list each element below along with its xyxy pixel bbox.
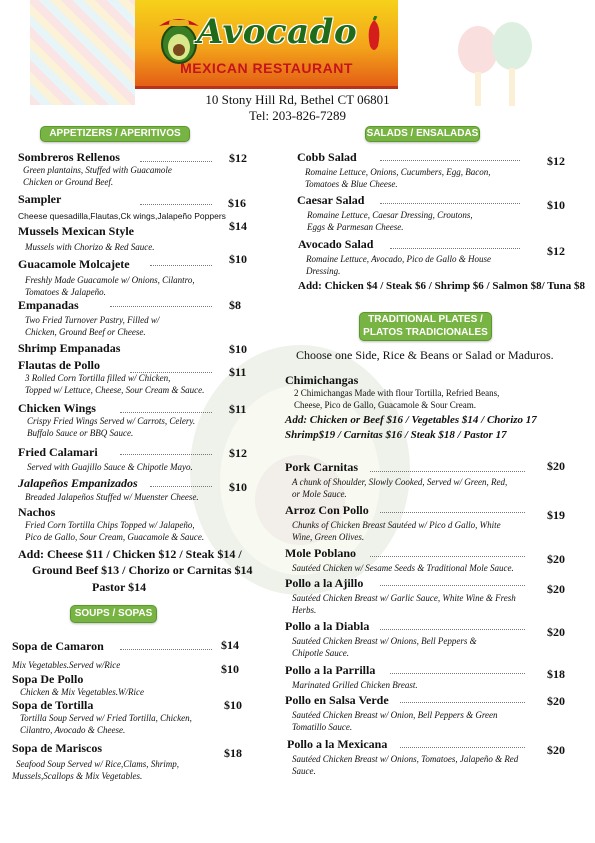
item-desc: Chicken, Ground Beef or Cheese. [25,327,146,337]
restaurant-logo-banner [135,0,398,89]
item-desc: Tomatillo Sauce. [292,722,353,732]
item-price: $16 [228,196,246,210]
item-desc: Wine, Green Olives. [292,532,365,542]
item-price: $12 [547,154,565,168]
item-desc: Sautéed Chicken Breast w/ Onion, Bell Peppers & Green [292,710,498,720]
nachos-addon-line: Ground Beef $13 / Chorizo or Carnitas $14 [32,563,253,577]
menu-item [18,192,226,222]
nachos-addon-text: Add: Cheese $11 / Chicken $12 / Steak $14 / [18,547,242,561]
chili-pepper-icon [362,16,386,54]
item-desc: Chicken & Mix Vegetables.W/Rice [20,687,144,697]
item-desc: Mussels,Scallops & Mix Vegetables. [12,771,143,781]
item-price: $20 [547,552,565,566]
item-desc: A chunk of Shoulder, Slowly Cooked, Served w/ Green, Red, [292,477,508,487]
menu-item [285,663,418,691]
item-price: $11 [229,365,247,379]
item-desc: Romaine Lettuce, Onions, Cucumbers, Egg, Bacon, [305,167,491,177]
item-desc: Tomatoes & Jalapeño. [25,287,106,297]
restaurant-phone: Tel: 203-826-7289 [249,108,346,123]
menu-item [18,358,204,396]
leader-dots [120,412,212,413]
item-name: Chimichangas [285,373,359,387]
item-name: Pork Carnitas [285,460,358,474]
logo-subtitle: MEXICAN RESTAURANT [180,60,353,76]
section-header-soups: SOUPS / SOPAS [70,605,157,623]
menu-item [12,672,144,698]
item-desc: 2 Chimichangas Made with flour Tortilla, Refried Beans, [294,388,500,398]
item-desc: Cilantro, Avocado & Cheese. [20,725,126,735]
item-desc: Cheese quesadilla,Flautas,Ck wings,Jalapeño Poppers [18,211,226,221]
menu-item [18,224,155,253]
item-price: $12 [229,151,247,165]
item-price: $10 [229,480,247,494]
item-desc: Chunks of Chicken Breast Sautéed w/ Pico d Gallo, White [292,520,501,530]
leader-dots [120,649,212,650]
item-desc: Chicken or Ground Beef. [23,177,114,187]
item-desc: Sautéed Chicken Breast w/ Garlic Sauce, White Wine & Fresh [292,593,516,603]
item-price: $12 [229,446,247,460]
menu-item [298,237,491,277]
menu-item [297,150,490,190]
item-desc: Topped w/ Lettuce, Cheese, Sour Cream & Sauce. [25,385,205,395]
leader-dots [390,673,525,674]
chimichangas-addon: Shrimp$19 / Carnitas $16 / Steak $18 / Pastor 17 [285,429,507,441]
item-desc: Fried Corn Tortilla Chips Topped w/ Jalapeño, [25,520,195,530]
item-price: $20 [547,582,565,596]
item-desc: Eggs & Parmesan Cheese. [307,222,404,232]
leader-dots [110,306,212,307]
item-price: $11 [229,402,247,416]
leader-dots [370,471,525,472]
item-name: Pollo en Salsa Verde [285,693,389,707]
item-desc: Cheese, Pico de Gallo, Guacamole & Sour Cream. [294,400,476,410]
item-desc: Tortilla Soup Served w/ Fried Tortilla, Chicken, [20,713,192,723]
menu-item [287,737,518,777]
section-header-traditional [359,312,492,341]
leader-dots [120,454,212,455]
item-price: $8 [229,298,241,312]
item-price: $10 [229,252,247,266]
item-name: Flautas de Pollo [18,358,101,372]
leader-dots [400,747,525,748]
item-desc: Mussels with Chorizo & Red Sauce. [25,242,155,252]
item-name: Sopa de Tortilla [12,698,94,712]
item-price: $14 [221,638,239,652]
item-desc: Tomatoes & Blue Cheese. [305,179,398,189]
item-price: $10 [224,698,242,712]
item-name: Caesar Salad [297,193,365,207]
item-name: Mussels Mexican Style [18,224,134,238]
menu-item [285,619,477,659]
leader-dots [380,203,520,204]
item-desc: Romaine Lettuce, Caesar Dressing, Croutons, [307,210,473,220]
leader-dots [130,372,212,373]
leader-dots [380,629,525,630]
item-desc: Sautéed Chicken Breast w/ Onions, Bell Peppers & [292,636,477,646]
section-header-appetizers: APPETIZERS / APERITIVOS [40,126,190,142]
nachos-addon-line: Pastor $14 [92,580,147,594]
salad-addon: Add: Chicken $4 / Steak $6 / Shrimp $6 / Salmon $8/ Tuna $8 [298,280,585,292]
item-name: Pollo a la Diabla [285,619,370,633]
item-name: Sombreros Rellenos [18,150,120,164]
leader-dots [370,556,525,557]
menu-item [12,741,179,782]
item-desc: Romaine Lettuce, Avocado, Pico de Gallo & House [306,254,492,264]
section-header-traditional-line2: PLATOS TRADICIONALES [363,326,488,338]
leader-dots [400,702,525,703]
item-price: $12 [547,244,565,258]
item-name: Guacamole Molcajete [18,257,130,271]
item-desc: Mix Vegetables.Served w/Rice [12,660,121,670]
item-name: Fried Calamari [18,445,98,459]
menu-item [285,546,514,574]
item-price: $14 [229,219,247,233]
menu-item [285,503,501,543]
item-desc: Green plantains, Stuffed with Guacamole [23,165,172,175]
item-desc: Dressing. [306,266,341,276]
menu-item [18,445,193,473]
item-name: Sopa de Mariscos [12,741,102,755]
menu-item [18,150,172,188]
item-desc: Chipotle Sauce. [292,648,349,658]
item-desc: Freshly Made Guacamole w/ Onions, Cilantro, [25,275,195,285]
menu-item [18,257,195,298]
item-desc: Crispy Fried Wings Served w/ Carrots, Celery. [27,416,196,426]
menu-item [297,193,473,233]
item-desc: or Mole Sauce. [292,489,347,499]
item-price: $20 [547,743,565,757]
item-price: $19 [547,508,565,522]
item-name: Mole Poblano [285,546,356,560]
restaurant-address: 10 Stony Hill Rd, Bethel CT 06801 [205,92,390,107]
logo-text: Avocado [197,12,358,52]
leader-dots [380,160,520,161]
item-desc: Served with Guajillo Sauce & Chipotle Mayo. [27,462,193,472]
item-desc: Pico de Gallo, Sour Cream, Guacamole & Sauce. [25,532,205,542]
item-name: Jalapeños Empanizados [18,476,138,490]
item-name: Pollo a la Ajillo [285,576,364,590]
item-name: Cobb Salad [297,150,357,164]
item-desc: Seafood Soup Served w/ Rice,Clams, Shrimp, [16,759,179,769]
item-name: Sopa De Pollo [12,672,84,686]
leader-dots [150,265,212,266]
item-price: $18 [224,746,242,760]
item-desc: Sautéed Chicken Breast w/ Onions, Tomatoes, Jalapeño & Red [292,754,519,764]
menu-item [18,476,199,503]
item-name: Arroz Con Pollo [285,503,369,517]
item-name: Pollo a la Parrilla [285,663,376,677]
menu-item [18,341,120,355]
item-desc: Buffalo Sauce or BBQ Sauce. [27,428,134,438]
avocado-mascot-icon [157,14,201,64]
chimichangas-addon: Add: Chicken or Beef $16 / Vegetables $14 / Chorizo 17 [285,414,537,426]
section-header-salads: SALADS / ENSALADAS [365,126,480,142]
leader-dots [140,161,212,162]
menu-item [18,298,159,338]
item-name: Nachos [18,505,56,519]
menu-item [285,693,498,733]
menu-item [12,698,192,736]
item-price: $10 [221,662,239,676]
menu-item [18,505,204,543]
item-price: $20 [547,459,565,473]
item-name: Chicken Wings [18,401,96,415]
leader-dots [150,486,212,487]
item-price: $20 [547,625,565,639]
item-desc: Marinated Grilled Chicken Breast. [292,680,418,690]
item-name: Pollo a la Mexicana [287,737,388,751]
leader-dots [380,585,525,586]
item-desc: Breaded Jalapeños Stuffed w/ Muenster Cheese. [25,492,199,502]
menu-item [285,373,499,411]
item-price: $18 [547,667,565,681]
section-header-traditional-line1: TRADITIONAL PLATES / [368,314,483,325]
item-desc: Herbs. [292,605,317,615]
leader-dots [140,204,212,205]
nachos-addon-line [18,547,242,561]
menu-item [285,576,516,616]
item-desc: Sauce. [292,766,316,776]
leader-dots [380,512,525,513]
item-name: Empanadas [18,298,79,312]
item-price: $20 [547,694,565,708]
item-name: Sopa de Camaron [12,639,104,653]
traditional-note: Choose one Side, Rice & Beans or Salad or Maduros. [296,348,554,362]
item-price: $10 [547,198,565,212]
serape-decoration [30,0,135,105]
item-price: $10 [229,342,247,356]
item-name: Avocado Salad [298,237,374,251]
menu-item [12,639,120,671]
menu-item [285,460,507,500]
menu-item [18,401,195,439]
item-name: Sampler [18,192,62,206]
item-desc: Two Fried Turnover Pastry, Filled w/ [25,315,160,325]
item-name: Shrimp Empanadas [18,341,121,355]
item-desc: 3 Rolled Corn Tortilla filled w/ Chicken, [25,373,171,383]
item-desc: Sautéed Chicken w/ Sesame Seeds & Traditional Mole Sauce. [292,563,514,573]
leader-dots [390,248,520,249]
